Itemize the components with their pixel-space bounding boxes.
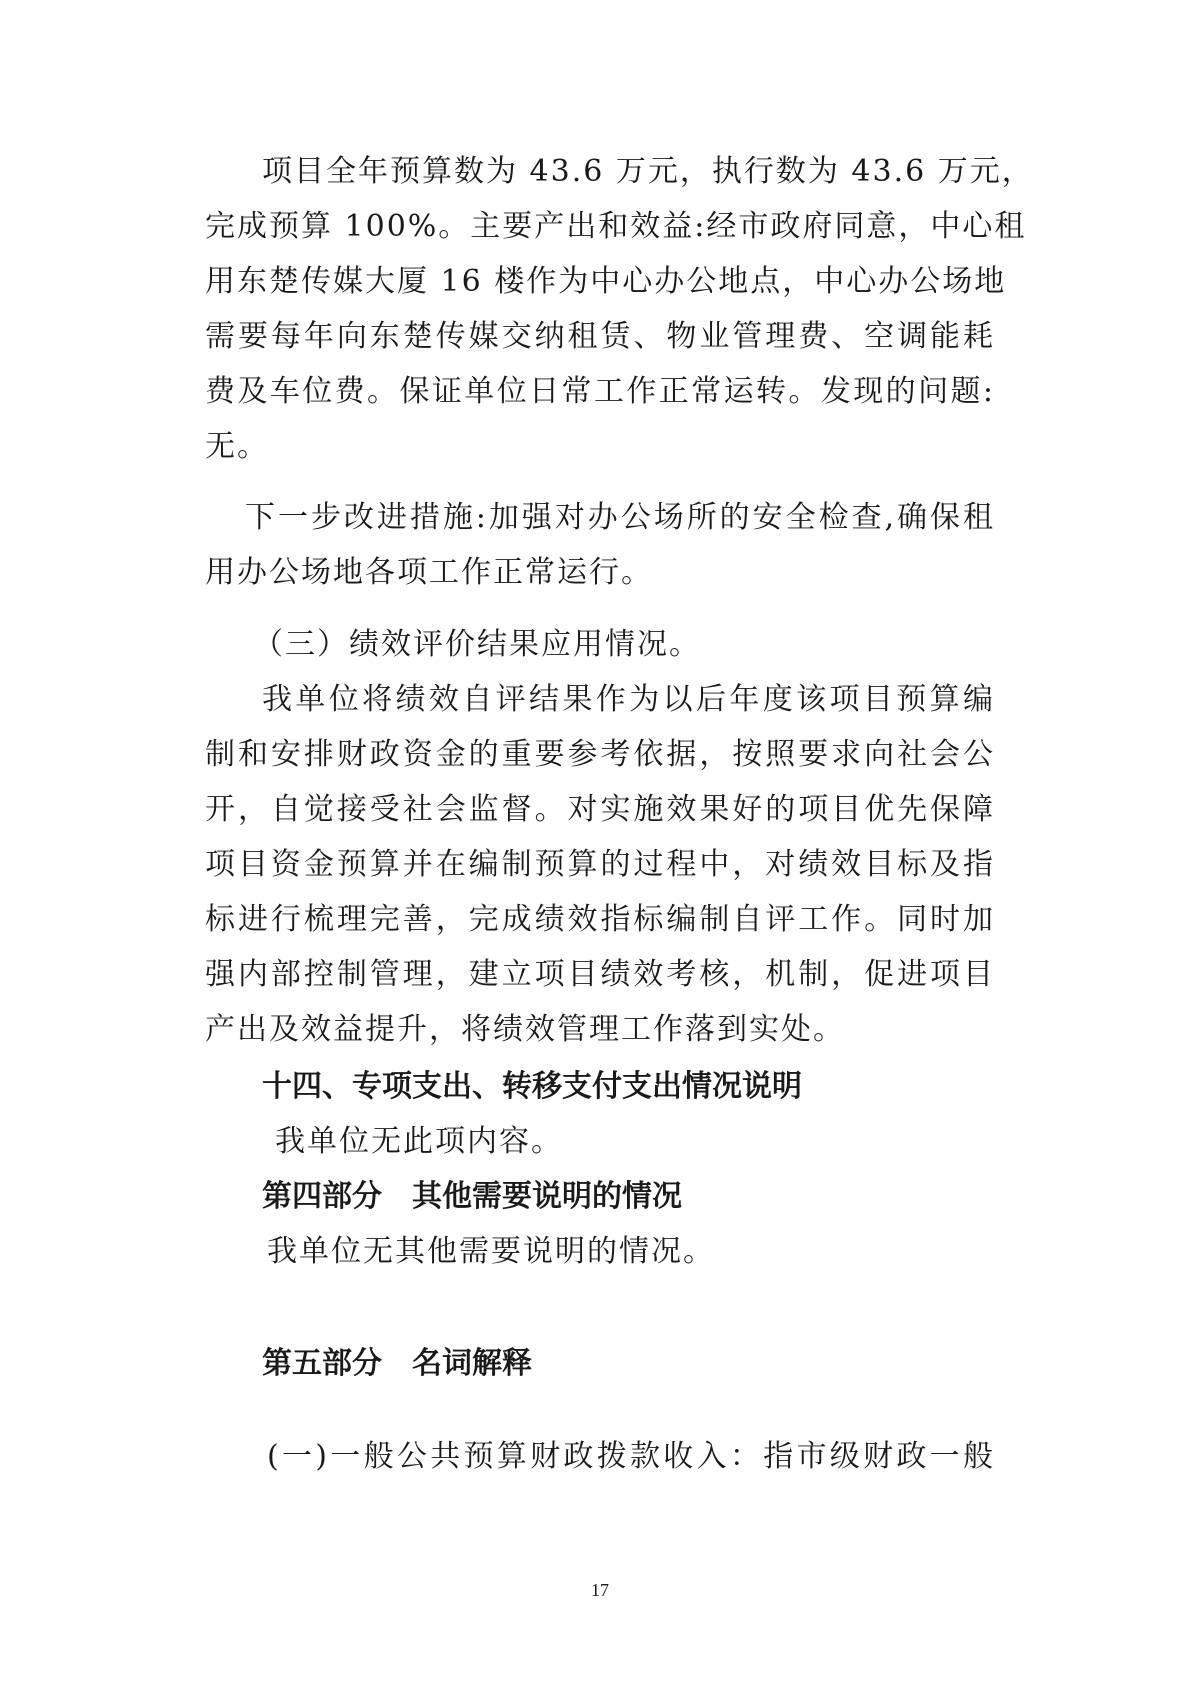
paragraph-line: 用东楚传媒大厦 16 楼作为中心办公地点，中心办公场地 (205, 264, 1007, 299)
paragraph-line: 开，自觉接受社会监督。对实施效果好的项目优先保障 (205, 792, 995, 827)
paragraph-line: 需要每年向东楚传媒交纳租赁、物业管理费、空调能耗 (205, 319, 995, 354)
section-heading: 十四、专项支出、转移支付支出情况说明 (262, 1069, 802, 1104)
paragraph-line: 费及车位费。保证单位日常工作正常运转。发现的问题: (205, 374, 995, 409)
paragraph-line: 强内部控制管理，建立项目绩效考核，机制，促进项目 (205, 957, 995, 992)
page-number: 17 (591, 1580, 609, 1600)
paragraph-line: 标进行梳理完善，完成绩效指标编制自评工作。同时加 (205, 902, 995, 937)
paragraph-line: 产出及效益提升，将绩效管理工作落到实处。 (205, 1012, 845, 1047)
paragraph-line: 下一步改进措施:加强对办公场所的安全检查,确保租 (245, 500, 995, 535)
paragraph-line: 用办公场地各项工作正常运行。 (205, 555, 653, 590)
part-heading: 第五部分 名词解释 (262, 1346, 532, 1381)
paragraph-line: 完成预算 100%。主要产出和效益:经市政府同意，中心租 (205, 209, 1027, 244)
paragraph-line: 项目资金预算并在编制预算的过程中，对绩效目标及指 (205, 847, 995, 882)
paragraph-line: 无。 (205, 429, 269, 464)
paragraph-line: 我单位将绩效自评结果作为以后年度该项目预算编 (262, 682, 995, 717)
part-heading: 第四部分 其他需要说明的情况 (262, 1179, 682, 1214)
paragraph-line: 我单位无此项内容。 (275, 1124, 563, 1159)
paragraph-line: (一)一般公共预算财政拨款收入：指市级财政一般 (267, 1439, 995, 1474)
paragraph-line: 项目全年预算数为 43.6 万元，执行数为 43.6 万元， (262, 154, 1034, 189)
paragraph-line: 我单位无其他需要说明的情况。 (267, 1234, 715, 1269)
paragraph-line: 制和安排财政资金的重要参考依据，按照要求向社会公 (205, 737, 995, 772)
section-subheading: （三）绩效评价结果应用情况。 (253, 627, 701, 662)
